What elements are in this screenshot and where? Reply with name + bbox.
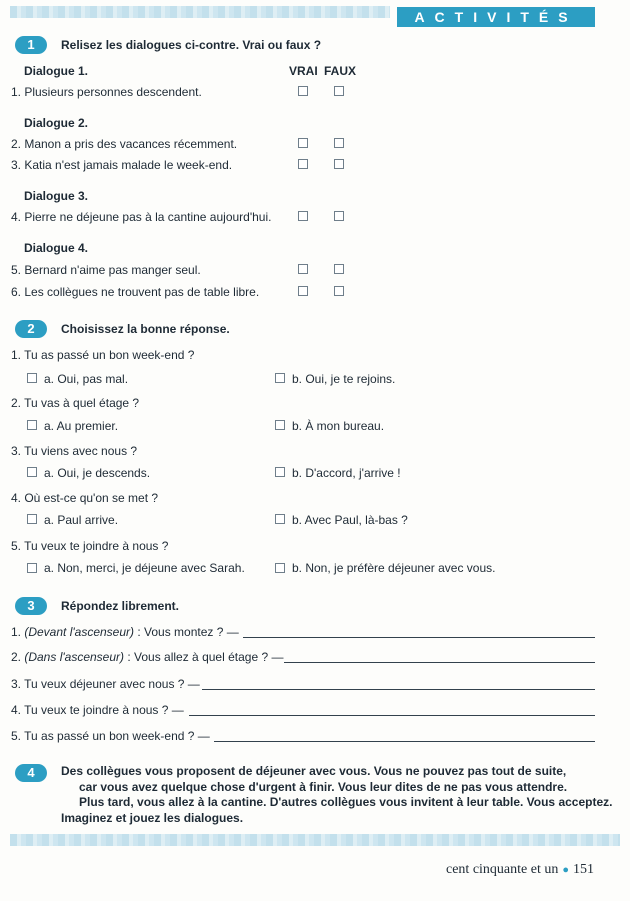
statement-5: 5. Bernard n'aime pas manger seul. [11, 263, 201, 277]
vrai-checkbox-6[interactable] [298, 286, 308, 296]
statement-6: 6. Les collègues ne trouvent pas de table libre. [11, 285, 260, 299]
faux-checkbox-2[interactable] [334, 138, 344, 148]
exercise-4-badge: 4 [15, 764, 47, 782]
exercise-3-title: Répondez librement. [61, 599, 180, 613]
answer-2a: a. Au premier. [44, 419, 119, 433]
answer-4a: a. Paul arrive. [44, 513, 119, 527]
bottom-decorative-band [10, 834, 620, 846]
answer-1a: a. Oui, pas mal. [44, 372, 129, 386]
prompt-3: 3. Tu veux déjeuner avec nous ? — [11, 677, 200, 691]
faux-checkbox-3[interactable] [334, 159, 344, 169]
answer-5b-checkbox[interactable] [275, 563, 285, 573]
answer-1b-checkbox[interactable] [275, 373, 285, 383]
answer-2b-checkbox[interactable] [275, 420, 285, 430]
exercise-3-badge: 3 [15, 597, 47, 615]
vrai-checkbox-1[interactable] [298, 86, 308, 96]
prompt-2: 2. (Dans l'ascenseur) : Vous allez à quel étage ? — [11, 650, 284, 664]
prompt-1: 1. (Devant l'ascenseur) : Vous montez ? — [11, 625, 239, 639]
answer-3b: b. D'accord, j'arrive ! [292, 466, 401, 480]
instruction-line-2: car vous avez quelque chose d'urgent à finir. Vous leur dites de ne pas vous attendre. [79, 779, 568, 794]
question-3: 3. Tu viens avec nous ? [11, 444, 138, 458]
vrai-checkbox-4[interactable] [298, 211, 308, 221]
answer-5b: b. Non, je préfère déjeuner avec vous. [292, 561, 496, 575]
answer-line-1[interactable] [243, 637, 595, 638]
column-vrai: VRAI [289, 64, 318, 78]
answer-5a: a. Non, merci, je déjeune avec Sarah. [44, 561, 245, 575]
answer-1a-checkbox[interactable] [27, 373, 37, 383]
prompt-4: 4. Tu veux te joindre à nous ? — [11, 703, 184, 717]
answer-4a-checkbox[interactable] [27, 514, 37, 524]
answer-4b-checkbox[interactable] [275, 514, 285, 524]
page-number: 151 [573, 862, 594, 877]
answer-3a-checkbox[interactable] [27, 467, 37, 477]
answer-line-5[interactable] [214, 741, 595, 742]
answer-5a-checkbox[interactable] [27, 563, 37, 573]
vrai-checkbox-2[interactable] [298, 138, 308, 148]
answer-2b: b. À mon bureau. [292, 419, 385, 433]
statement-2: 2. Manon a pris des vacances récemment. [11, 137, 238, 151]
question-1: 1. Tu as passé un bon week-end ? [11, 348, 195, 362]
exercise-1-badge: 1 [15, 36, 47, 54]
page-footer [446, 862, 594, 878]
vrai-checkbox-3[interactable] [298, 159, 308, 169]
question-2: 2. Tu vas à quel étage ? [11, 396, 140, 410]
section-header: ACTIVITÉS [397, 7, 595, 27]
dialogue-3-heading: Dialogue 3. [24, 189, 89, 203]
statement-1: 1. Plusieurs personnes descendent. [11, 85, 202, 99]
exercise-1-title: Relisez les dialogues ci-contre. Vrai ou faux ? [61, 38, 322, 52]
question-5: 5. Tu veux te joindre à nous ? [11, 539, 169, 553]
exercise-2-badge: 2 [15, 320, 47, 338]
answer-line-3[interactable] [202, 689, 595, 690]
statement-4: 4. Pierre ne déjeune pas à la cantine aujourd'hui. [11, 210, 272, 224]
faux-checkbox-1[interactable] [334, 86, 344, 96]
answer-3a: a. Oui, je descends. [44, 466, 151, 480]
prompt-5: 5. Tu as passé un bon week-end ? — [11, 729, 210, 743]
faux-checkbox-6[interactable] [334, 286, 344, 296]
answer-line-2[interactable] [284, 662, 595, 663]
instruction-line-4: Imaginez et jouez les dialogues. [61, 810, 244, 825]
faux-checkbox-4[interactable] [334, 211, 344, 221]
dialogue-2-heading: Dialogue 2. [24, 116, 89, 130]
top-decorative-band [10, 6, 390, 18]
answer-1b: b. Oui, je te rejoins. [292, 372, 396, 386]
column-faux: FAUX [324, 64, 357, 78]
instruction-line-3: Plus tard, vous allez à la cantine. D'autres collègues vous invitent à leur table. Vous acceptez. [79, 795, 613, 809]
instruction-line-1: Des collègues vous proposent de déjeuner avec vous. Vous ne pouvez pas tout de suite, [61, 764, 567, 778]
statement-3: 3. Katia n'est jamais malade le week-end. [11, 158, 233, 172]
dialogue-1-heading: Dialogue 1. [24, 64, 89, 78]
question-4: 4. Où est-ce qu'on se met ? [11, 491, 159, 505]
faux-checkbox-5[interactable] [334, 264, 344, 274]
answer-3b-checkbox[interactable] [275, 467, 285, 477]
exercise-2-title: Choisissez la bonne réponse. [61, 322, 230, 336]
exercise-4-instructions [61, 764, 613, 826]
bullet-icon: ● [562, 864, 569, 876]
answer-2a-checkbox[interactable] [27, 420, 37, 430]
answer-line-4[interactable] [189, 715, 595, 716]
vrai-checkbox-5[interactable] [298, 264, 308, 274]
answer-4b: b. Avec Paul, là-bas ? [292, 513, 408, 527]
page-number-words: cent cinquante et un [446, 862, 559, 877]
dialogue-4-heading: Dialogue 4. [24, 241, 89, 255]
